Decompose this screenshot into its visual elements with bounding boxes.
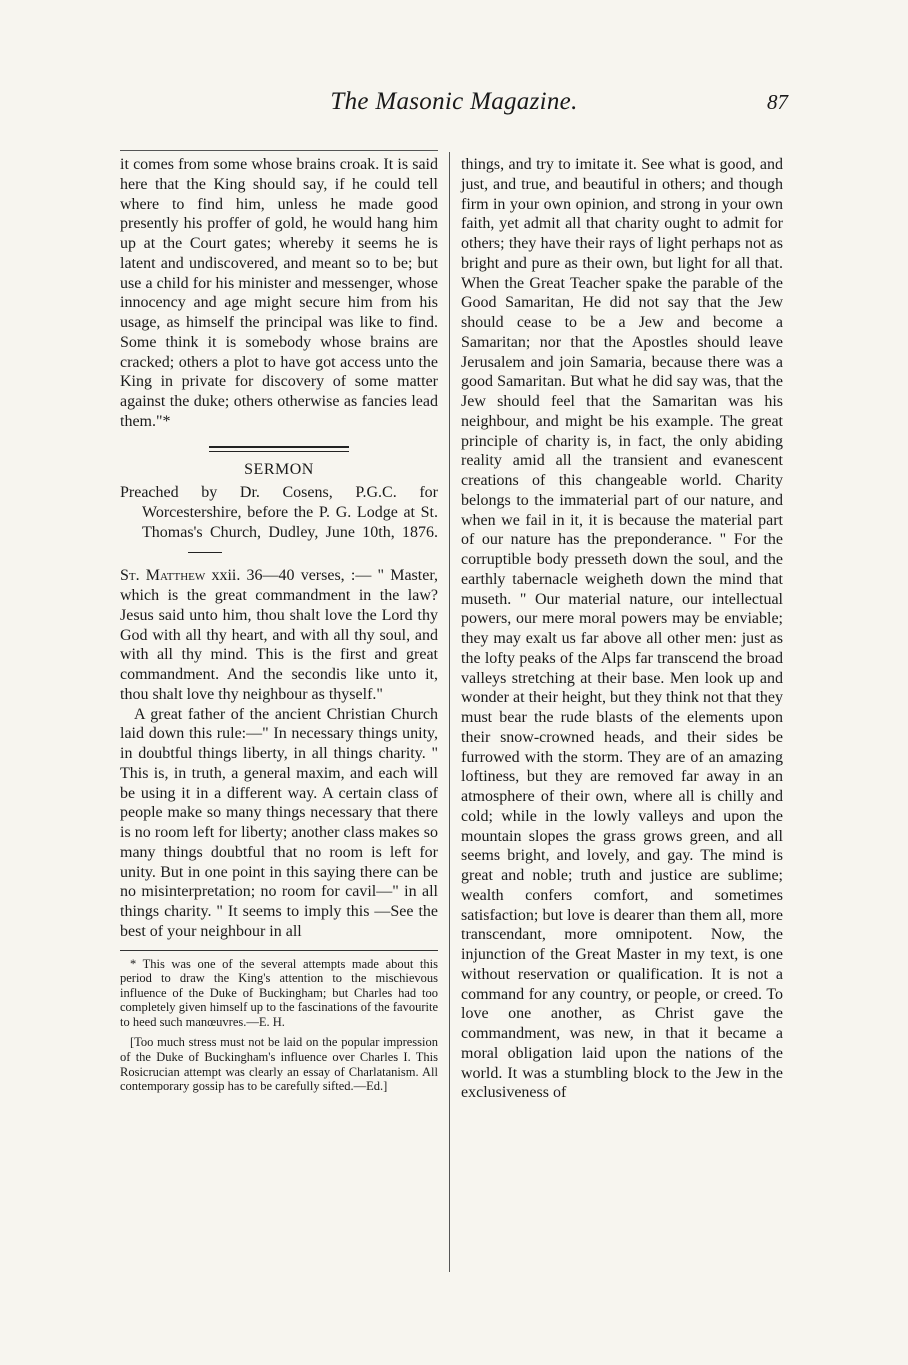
- scripture-text: [120, 566, 438, 704]
- scripture-quote: xxii. 36—40 verses, :— " Master, which is the great commandment in the law? Jesus said unto him, thou shalt love the Lord thy God with all thy heart, and with all thy soul, and with all thy mind. This is the first and great commandment. And the secondis like unto it, thou shalt love thy neighbour as thyself.": [120, 567, 439, 703]
- ornamental-rule: [209, 446, 349, 452]
- top-rule: [120, 150, 438, 151]
- footnote-rule: [120, 950, 438, 951]
- running-title: The Masonic Magazine.: [330, 88, 578, 115]
- footnote-editor-ed: [Too much stress must not be laid on the popular impression of the Duke of Buckingham's influence over Charles I. This Rosicrucian attempt was clearly an essay of Charlatanism. All contemporary gossip has to be carefully sifted.—Ed.]: [120, 1035, 438, 1094]
- footnote-editor-h: * This was one of the several attempts made about this period to draw the King's attention to the mischievous influence of the Duke of Buckingham; but Charles had too completely given himself up to the fascinations of the favourite to heed such manœuvres.—E. H.: [120, 956, 438, 1029]
- column-divider: [449, 152, 450, 1272]
- sermon-preacher-note: [120, 483, 438, 562]
- page-header: [120, 88, 788, 118]
- left-paragraph-maxim: A great father of the ancient Christian Church laid down this rule:—" In necessary things unity, in doubtful things liberty, in all things charity. " This is, in truth, a general maxim, and each will be using it in a different way. A certain class of people make so many things necessary that there is no room left for liberty; another class makes so many things doubtful that no room is left for unity. But in one point in this saying there can be no misinterpretation; no room for cavil—" in all things charity. " It seems to imply this —See the best of your neighbour in all: [120, 705, 438, 940]
- page-number: 87: [767, 90, 788, 114]
- right-paragraph: things, and try to imitate it. See what is good, and just, and true, and beautiful in others; and though firm in your own opinion, and strong in your own faith, yet admit all that charity ought to admit for others; they have their rays of light perhaps not as bright and pure as their own, but light for all that. When the Great Teacher spake the parable of the Good Samaritan, He did not say that the Jew should cease to be a Jew and become a Samaritan; nor that the Apostles should leave Jerusalem and join Samaria, because there was a good Samaritan. But what he did say was, that the Jew should feel that the Samaritan was his neighbour, and might be his example. The great principle of charity is, in fact, the only abiding reality amid all the transient and evanescent creations of this changeable world. Charity belongs to the immaterial part of our nature, and when we fail in it, it is because the material part of our nature has the preponderance. " For the corruptible body presseth down the soul, and the earthly tabernacle weigheth down the mind that museth. " Our material nature, our intellectual powers, our mere moral powers may be enviable; they may exalt us far above all other men: just as the lofty peaks of the Alps far transcend the broad valleys stretching at their base. Men look up and wonder at their height, but they think not that they must bear the rude blasts of the elements upon their snow-crowned heads, and their sides be furrowed with the storm. They are of an amazing loftiness, but they are removed far away in an atmosphere of their own, where all is chilly and cold; while in the lowly valleys and upon the mountain slopes the grass grows green, and all seems bright, and lovely, and gay. The mind is great and noble; truth and justice are sublime; wealth confers comfort, and sometimes satisfaction; but love is dearer than them all, more transcendant, more omnipotent. Now, the injunction of the Great Master in my text, is one without reservation or qualification. It is not a command for any country, or people, or creed. To love one another, as Christ gave the commandment, was new, in that it became a moral obligation laid upon the nations of the world. It was a stumbling block to the Jew in the exclusiveness of: [461, 156, 783, 1102]
- preacher-text: Preached by Dr. Cosens, P.G.C. for Worcestershire, before the P. G. Lodge at St. Thomas's Church, Dudley, June 10th, 1876.: [120, 484, 438, 541]
- short-rule: [188, 552, 222, 553]
- sermon-heading: SERMON: [244, 460, 314, 478]
- left-paragraph-continuation: it comes from some whose brains croak. It is said here that the King should say, if he could tell where to find him, unless he made good presently his proffer of gold, he would hang him up at the Court gates; whereby it seems he is latent and undiscovered, and meant so to be; but use a child for his minister and messenger, whose innocency and age might secure him from his usage, as himself the principal was like to find. Some think it is somebody whose brains are cracked; others a plot to have got access unto the King in private for discovery of some matter against the duke; others otherwise as fancies lead them."*: [120, 156, 438, 430]
- scripture-reference: St. Matthew: [120, 567, 206, 585]
- right-column: [461, 155, 783, 1103]
- left-column: [120, 155, 438, 1094]
